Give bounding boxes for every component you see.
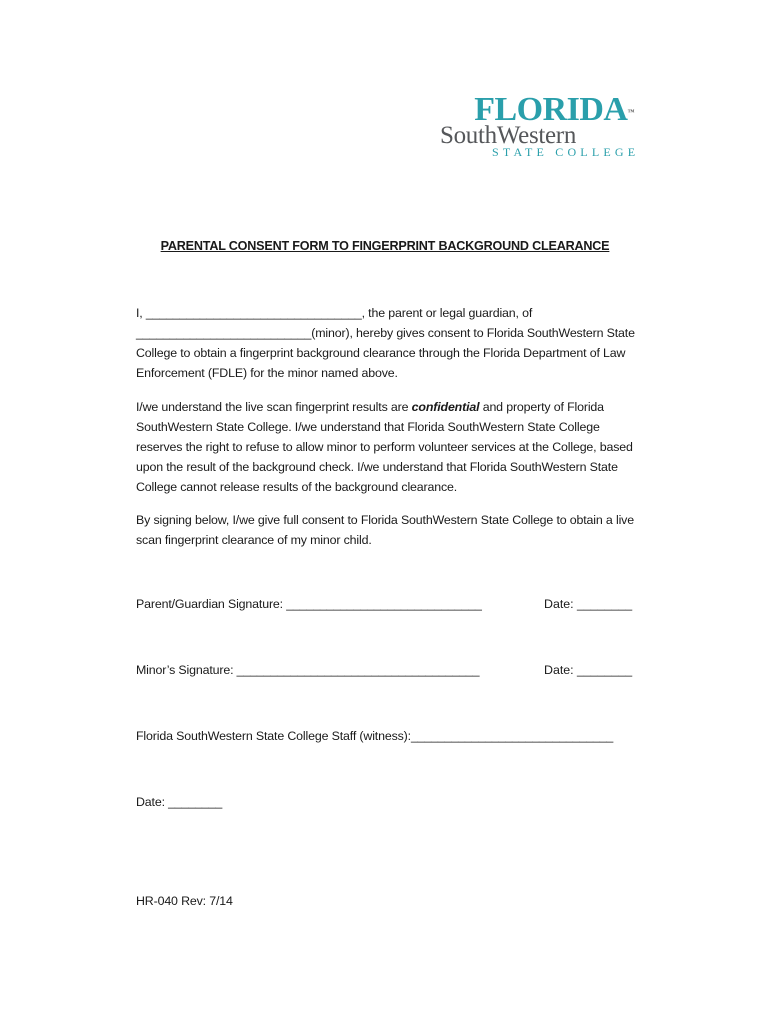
form-title: PARENTAL CONSENT FORM TO FINGERPRINT BACKGROUND CLEARANCE — [160, 239, 610, 253]
minor-date-field[interactable]: Date: ________ — [544, 663, 633, 677]
minor-signature-field[interactable]: Minor’s Signature: ____________________________________ — [136, 663, 480, 677]
witness-date-field[interactable]: Date: ________ — [136, 795, 223, 809]
confidential-emphasis: confidential — [411, 400, 480, 414]
logo-wordmark-top: FLORIDA™ — [474, 91, 634, 128]
consent-paragraph-2: I/we understand the live scan fingerprint results are confidential and property of Florida SouthWestern State College. I/we understand that Florida SouthWestern State College reserves the right to refuse to allow minor to perform volunteer services at the College, based upon the result of the background check. I/we understand that Florida SouthWestern State College cannot release results of the background clearance. — [136, 400, 633, 494]
logo-wordmark-middle: SouthWestern — [440, 122, 577, 149]
parent-date-field[interactable]: Date: ________ — [544, 597, 633, 611]
form-revision-footer: HR-040 Rev: 7/14 — [136, 894, 233, 908]
logo-wordmark-bottom: STATE COLLEGE — [492, 145, 640, 159]
staff-witness-signature-field[interactable]: Florida SouthWestern State College Staff (witness):______________________________ — [136, 729, 614, 743]
trademark-symbol: ™ — [627, 108, 634, 116]
consent-paragraph-1: I, ________________________________, the parent or legal guardian, of __________________________(minor), hereby gives consent to Florida SouthWestern State College to obtain a fingerprint background clearance through the Florida Department of Law Enforcement (FDLE) for the minor named above. — [136, 306, 635, 380]
parent-signature-field[interactable]: Parent/Guardian Signature: _____________________________ — [136, 597, 482, 611]
consent-paragraph-3: By signing below, I/we give full consent to Florida SouthWestern State College to obtain a live scan fingerprint clearance of my minor child. — [136, 513, 634, 547]
college-logo — [440, 93, 640, 159]
